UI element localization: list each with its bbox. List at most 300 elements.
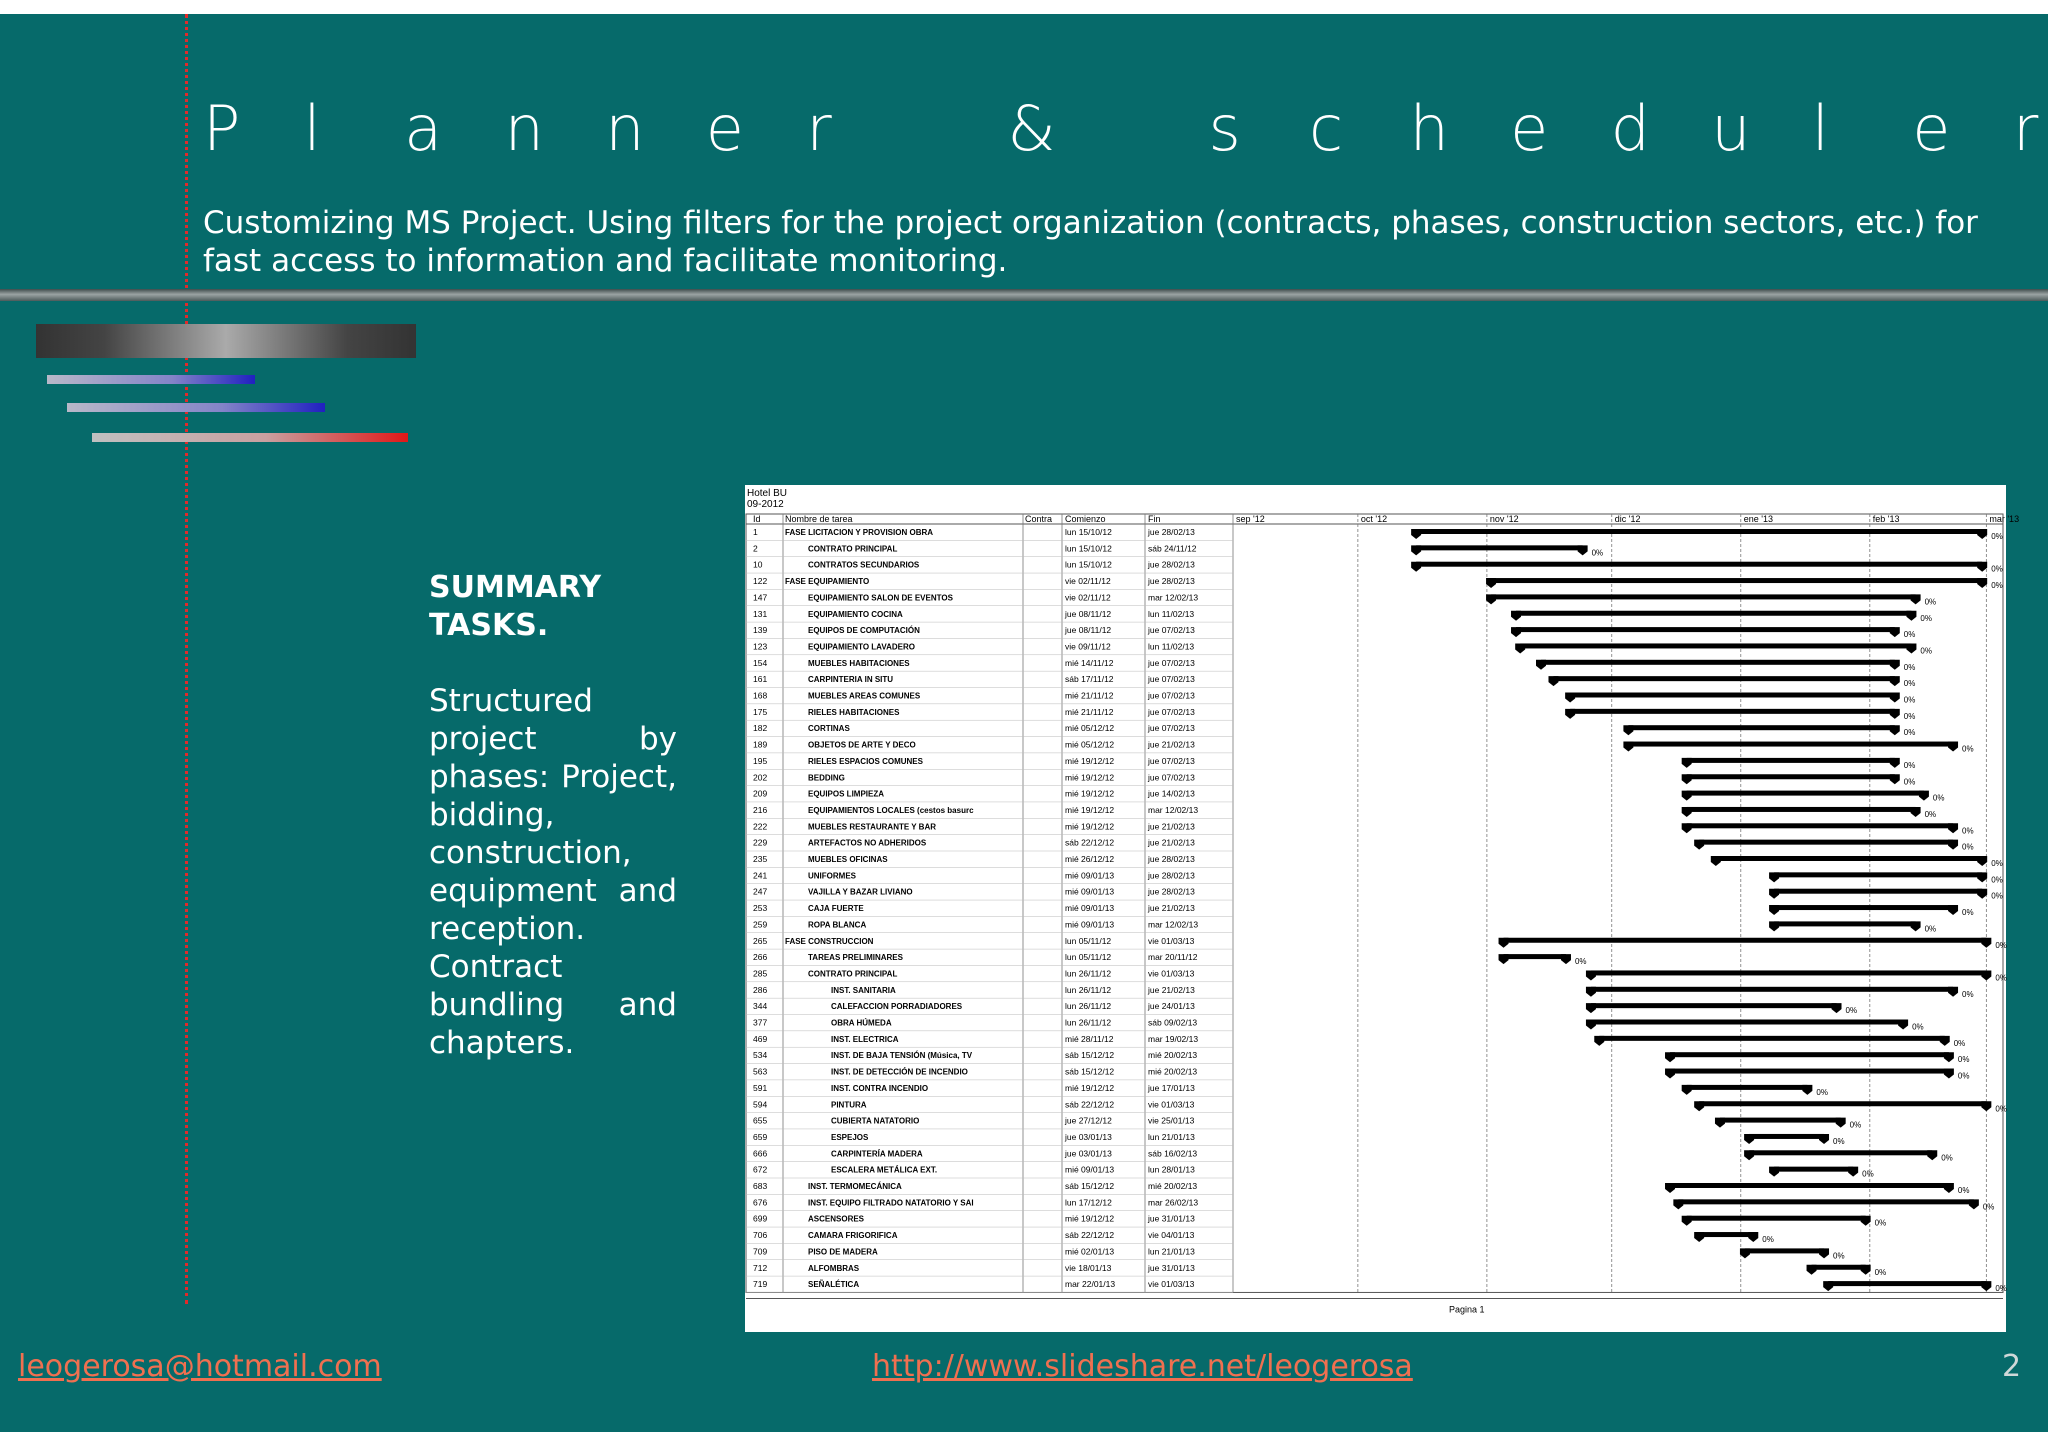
gantt-bar-end-cap: [1927, 1150, 1937, 1160]
gantt-bar-end-cap: [1890, 676, 1900, 686]
gantt-task-end: mar 20/11/12: [1148, 952, 1198, 963]
gantt-month-label: dic '12: [1614, 514, 1641, 524]
gantt-task-name: CORTINAS: [808, 724, 850, 734]
gantt-task-end: vie 25/01/13: [1148, 1115, 1195, 1126]
gantt-bar-end-cap: [1898, 1020, 1908, 1030]
gantt-table: [745, 485, 2020, 1332]
gantt-bar: [1670, 1052, 1949, 1057]
gantt-task-end: vie 01/03/13: [1148, 968, 1195, 979]
gantt-task-start: jue 27/12/12: [1065, 1115, 1112, 1126]
gantt-task-name: CONTRATO PRINCIPAL: [808, 969, 898, 979]
gantt-bar-end-cap: [1890, 725, 1900, 735]
gantt-task-end: jue 07/02/13: [1148, 755, 1195, 766]
gantt-bar-start-cap: [1711, 856, 1721, 866]
gantt-bar-start-cap: [1694, 1232, 1704, 1242]
gantt-bar-percent: 0%: [1920, 646, 1932, 656]
gantt-task-id: 563: [753, 1066, 768, 1077]
gantt-task-start: lun 15/10/12: [1065, 527, 1112, 537]
gantt-task-id: 285: [753, 968, 768, 979]
gantt-task-start: mié 19/12/12: [1065, 1213, 1115, 1224]
gantt-bar-percent: 0%: [1762, 1235, 1774, 1245]
gantt-task-id: 10: [753, 559, 763, 570]
gantt-task-name: INST. EQUIPO FILTRADO NATATORIO Y SAI: [808, 1198, 974, 1208]
gantt-task-id: 222: [753, 821, 768, 832]
header-divider: [0, 289, 2048, 301]
gantt-bar-end-cap: [1919, 791, 1929, 801]
gantt-task-id: 259: [753, 919, 768, 930]
gantt-bar-end-cap: [1981, 970, 1991, 980]
gantt-bar-start-cap: [1769, 1167, 1779, 1177]
gantt-task-name: EQUIPAMIENTO COCINA: [808, 609, 903, 619]
gantt-bar: [1553, 676, 1894, 681]
gantt-task-name: RIELES HABITACIONES: [808, 707, 900, 717]
gantt-bar-start-cap: [1807, 1265, 1817, 1275]
gantt-bar-start-cap: [1511, 611, 1521, 621]
gantt-task-start: lun 05/11/12: [1065, 935, 1112, 946]
gantt-task-start: mié 02/01/13: [1065, 1246, 1115, 1257]
gantt-bar-percent: 0%: [1574, 957, 1587, 967]
gantt-task-name: OBJETOS DE ARTE Y DECO: [808, 740, 916, 750]
gantt-task-end: sáb 24/11/12: [1148, 543, 1197, 554]
gantt-bar-percent: 0%: [1903, 695, 1916, 705]
gantt-task-start: mié 19/12/12: [1065, 772, 1115, 783]
gantt-task-start: mié 09/01/13: [1065, 886, 1115, 897]
gantt-bar-percent: 0%: [1962, 842, 1974, 852]
gantt-task-name: VAJILLA Y BAZAR LIVIANO: [808, 887, 913, 897]
gantt-task-id: 594: [753, 1099, 768, 1110]
gantt-task-name: INST. ELECTRICA: [831, 1034, 899, 1044]
gantt-bar-end-cap: [1561, 954, 1571, 964]
gantt-task-start: jue 08/11/12: [1065, 608, 1112, 619]
gantt-task-start: lun 26/11/12: [1065, 1017, 1112, 1028]
gantt-task-name: MUEBLES HABITACIONES: [808, 658, 910, 668]
gantt-task-start: mié 21/11/12: [1065, 690, 1114, 701]
gantt-bar-start-cap: [1744, 1134, 1754, 1144]
gantt-bar-start-cap: [1673, 1199, 1683, 1209]
gantt-task-name: EQUIPAMIENTOS LOCALES (cestos basurc: [808, 805, 974, 815]
gantt-bar-start-cap: [1769, 872, 1779, 882]
gantt-column-header: Id: [753, 514, 761, 524]
gantt-task-end: lun 21/01/13: [1148, 1246, 1195, 1257]
gantt-bar-end-cap: [1832, 1003, 1842, 1013]
gantt-task-id: 175: [753, 706, 768, 717]
gantt-bar-percent: 0%: [1912, 1022, 1924, 1032]
gantt-bar-percent: 0%: [1924, 597, 1937, 607]
gantt-task-start: vie 18/01/13: [1065, 1262, 1112, 1273]
gantt-bar-start-cap: [1499, 938, 1509, 948]
gantt-task-end: jue 28/02/13: [1148, 886, 1195, 897]
gantt-bar-start-cap: [1694, 840, 1704, 850]
page-number: 2: [2002, 1349, 2022, 1384]
gantt-bar: [1416, 562, 1982, 567]
gantt-task-start: mié 19/12/12: [1065, 821, 1115, 832]
gantt-bar: [1599, 1036, 1944, 1041]
gantt-task-name: EQUIPOS LIMPIEZA: [808, 789, 885, 799]
gantt-task-end: jue 28/02/13: [1148, 527, 1195, 537]
gantt-task-name: ESPEJOS: [831, 1132, 869, 1142]
gantt-task-name: UNIFORMES: [808, 871, 856, 881]
gantt-bar: [1678, 1199, 1974, 1204]
gantt-bar: [1774, 921, 1916, 926]
gantt-bar: [1670, 1069, 1949, 1074]
gantt-bar-start-cap: [1665, 1052, 1675, 1062]
gantt-bar-end-cap: [1890, 774, 1900, 784]
gantt-column-header: Comienzo: [1065, 514, 1106, 524]
gantt-bar-percent: 0%: [1957, 1055, 1970, 1065]
gantt-bar-percent: 0%: [1995, 1284, 2007, 1294]
gantt-task-id: 706: [753, 1230, 768, 1241]
gantt-task-end: jue 07/02/13: [1148, 723, 1195, 734]
gantt-bar-start-cap: [1623, 725, 1633, 735]
gantt-task-name: INST. CONTRA INCENDIO: [831, 1083, 929, 1093]
gantt-task-end: jue 07/02/13: [1148, 772, 1195, 783]
gantt-bar-percent: 0%: [1991, 875, 2003, 885]
slide-subtitle: Customizing MS Project. Using filters for the project organization (contracts, phases, construction sectors, etc.) for fast access to information and facilitate monitoring.: [203, 205, 1978, 279]
gantt-task-id: 216: [753, 804, 768, 815]
gantt-bar-start-cap: [1740, 1248, 1750, 1258]
gantt-bar-end-cap: [1977, 872, 1987, 882]
gantt-bar: [1491, 578, 1982, 583]
gantt-task-start: mié 05/12/12: [1065, 723, 1115, 734]
gantt-bar-end-cap: [1911, 594, 1921, 604]
gantt-task-name: PISO DE MADERA: [808, 1247, 878, 1257]
gantt-bar-percent: 0%: [1995, 973, 2007, 983]
gantt-task-end: jue 21/02/13: [1148, 837, 1195, 848]
gantt-bar-start-cap: [1594, 1036, 1604, 1046]
gantt-bar-start-cap: [1586, 987, 1596, 997]
gantt-task-id: 534: [753, 1050, 768, 1061]
gantt-bar: [1591, 1003, 1837, 1008]
gantt-task-name: OBRA HÚMEDA: [831, 1018, 892, 1028]
decorative-gradient-bar: [36, 324, 416, 358]
gantt-task-name: CARPINTERIA IN SITU: [808, 675, 894, 685]
gantt-bar-start-cap: [1515, 643, 1525, 653]
gantt-bar-start-cap: [1665, 1069, 1675, 1079]
gantt-bar: [1670, 1183, 1949, 1188]
gantt-task-name: ESCALERA METÁLICA EXT.: [831, 1165, 938, 1175]
gantt-task-id: 266: [753, 952, 768, 963]
gantt-bar: [1570, 709, 1895, 714]
gantt-task-start: lun 05/11/12: [1065, 952, 1112, 963]
decorative-blue-line-2: [67, 403, 325, 412]
gantt-task-end: jue 28/02/13: [1148, 576, 1195, 587]
gantt-month-label: feb '13: [1872, 514, 1900, 524]
gantt-task-start: sáb 22/12/12: [1065, 1230, 1115, 1241]
gantt-bar: [1749, 1150, 1932, 1155]
gantt-month-label: mar '13: [1989, 514, 2020, 524]
gantt-task-start: mié 19/12/12: [1065, 788, 1115, 799]
gantt-bar-start-cap: [1486, 578, 1496, 588]
gantt-bar-start-cap: [1769, 889, 1779, 899]
gantt-task-id: 683: [753, 1181, 768, 1191]
gantt-task-id: 122: [753, 576, 768, 587]
gantt-task-start: sáb 15/12/12: [1065, 1066, 1115, 1077]
gantt-bar-end-cap: [1948, 742, 1958, 752]
gantt-task-name: CONTRATOS SECUNDARIOS: [808, 560, 920, 570]
gantt-task-id: 469: [753, 1033, 768, 1044]
gantt-task-name: INST. TERMOMECÁNICA: [808, 1182, 902, 1191]
gantt-bar: [1774, 872, 1982, 877]
gantt-task-start: lun 15/10/12: [1065, 559, 1112, 570]
gantt-task-start: mar 22/01/13: [1065, 1279, 1116, 1290]
gantt-task-end: lun 11/02/13: [1148, 641, 1195, 652]
gantt-task-name: ARTEFACTOS NO ADHERIDOS: [808, 838, 927, 848]
gantt-bar-percent: 0%: [1816, 1087, 1828, 1097]
decorative-red-line: [92, 433, 408, 442]
gantt-task-end: jue 24/01/13: [1148, 1001, 1195, 1012]
gantt-task-end: sáb 16/02/13: [1148, 1148, 1198, 1159]
gantt-bar-percent: 0%: [1924, 924, 1937, 934]
gantt-task-end: jue 31/01/13: [1148, 1262, 1195, 1273]
gantt-bar-percent: 0%: [1932, 793, 1945, 803]
gantt-bar-start-cap: [1682, 823, 1692, 833]
slide-title: P l a n n e r & s c h e d u l e r: [203, 92, 2039, 165]
decorative-blue-line-1: [47, 375, 255, 384]
gantt-task-id: 131: [753, 608, 768, 619]
gantt-bar: [1628, 742, 1953, 747]
gantt-bar-percent: 0%: [1995, 940, 2007, 950]
gantt-task-start: sáb 17/11/12: [1065, 674, 1114, 685]
gantt-bar-start-cap: [1694, 1101, 1704, 1111]
gantt-bar-end-cap: [1948, 823, 1958, 833]
gantt-bar: [1699, 1101, 1986, 1106]
gantt-task-id: 672: [753, 1164, 768, 1175]
gantt-task-start: lun 26/11/12: [1065, 984, 1112, 995]
gantt-task-name: RIELES ESPACIOS COMUNES: [808, 756, 923, 766]
gantt-task-id: 2: [753, 543, 758, 554]
gantt-task-id: 209: [753, 788, 768, 799]
gantt-bar-end-cap: [1890, 709, 1900, 719]
gantt-bar-percent: 0%: [1962, 908, 1974, 918]
gantt-bar: [1699, 1232, 1753, 1237]
gantt-task-start: sáb 15/12/12: [1065, 1181, 1115, 1191]
gantt-task-name: EQUIPOS DE COMPUTACIÓN: [808, 626, 920, 636]
gantt-bar-percent: 0%: [1862, 1169, 1874, 1179]
gantt-bar-percent: 0%: [1982, 1202, 1995, 1212]
gantt-bar-end-cap: [1944, 1052, 1954, 1062]
summary-heading: SUMMARY TASKS.: [429, 570, 602, 643]
gantt-task-end: mar 12/02/13: [1148, 919, 1199, 930]
gantt-task-end: jue 14/02/13: [1148, 788, 1195, 799]
gantt-project-name: Hotel BU: [747, 488, 788, 499]
gantt-task-start: mié 14/11/12: [1065, 657, 1114, 668]
gantt-task-name: ALFOMBRAS: [808, 1263, 860, 1273]
gantt-task-id: 676: [753, 1197, 768, 1208]
gantt-month-label: ene '13: [1743, 514, 1774, 524]
gantt-task-end: mar 26/02/13: [1148, 1197, 1199, 1208]
gantt-bar-start-cap: [1682, 791, 1692, 801]
gantt-task-id: 139: [753, 625, 768, 636]
gantt-bar: [1504, 938, 1987, 943]
gantt-bar: [1541, 660, 1895, 665]
gantt-bar-end-cap: [1748, 1232, 1758, 1242]
gantt-task-name: EQUIPAMIENTO SALON DE EVENTOS: [808, 593, 953, 603]
gantt-bar-percent: 0%: [1903, 630, 1916, 640]
gantt-bar: [1628, 725, 1894, 730]
gantt-bar: [1591, 987, 1953, 992]
gantt-task-start: jue 03/01/13: [1065, 1148, 1112, 1159]
gantt-bar: [1570, 693, 1895, 698]
gantt-task-id: 241: [753, 870, 768, 881]
gantt-bar: [1828, 1281, 1986, 1286]
gantt-task-id: 655: [753, 1115, 768, 1126]
gantt-task-id: 123: [753, 641, 768, 652]
gantt-bar-percent: 0%: [1962, 989, 1974, 999]
summary-paragraph: Structured project by phases: Project, bidding, construction, equipment and reception. Contract bundling and chapters.: [429, 683, 677, 1061]
footer-email-link[interactable]: leogerosa@hotmail.com: [18, 1349, 382, 1384]
gantt-bar: [1720, 1118, 1841, 1123]
gantt-task-name: PINTURA: [831, 1100, 867, 1110]
gantt-bar-percent: 0%: [1874, 1218, 1887, 1228]
gantt-task-start: mié 19/12/12: [1065, 1082, 1115, 1093]
gantt-column-header: Fin: [1148, 514, 1161, 524]
gantt-task-id: 265: [753, 935, 768, 946]
gantt-bar-start-cap: [1665, 1183, 1675, 1193]
gantt-task-id: 377: [753, 1017, 768, 1028]
gantt-task-id: 168: [753, 690, 768, 701]
gantt-task-name: INST. DE BAJA TENSIÓN (Música, TV: [831, 1051, 973, 1061]
gantt-task-start: mié 09/01/13: [1065, 919, 1115, 930]
gantt-column-header: Contra: [1025, 514, 1053, 524]
gantt-bar-end-cap: [1906, 611, 1916, 621]
gantt-bar-percent: 0%: [1903, 728, 1916, 738]
gantt-bar-end-cap: [1948, 987, 1958, 997]
gantt-month-label: sep '12: [1236, 514, 1265, 524]
gantt-bar-end-cap: [1940, 1036, 1950, 1046]
gantt-bar-end-cap: [1848, 1167, 1858, 1177]
gantt-bar-percent: 0%: [1962, 744, 1974, 754]
gantt-task-name: MUEBLES AREAS COMUNES: [808, 691, 921, 701]
gantt-bar-end-cap: [1977, 562, 1987, 572]
gantt-bar-percent: 0%: [1991, 564, 2003, 574]
gantt-task-end: jue 21/02/13: [1148, 739, 1195, 750]
gantt-task-id: 189: [753, 739, 768, 750]
gantt-bar: [1687, 807, 1916, 812]
gantt-bar: [1749, 1134, 1824, 1139]
gantt-task-end: jue 21/02/13: [1148, 984, 1195, 995]
gantt-bar-end-cap: [1977, 529, 1987, 539]
gantt-task-id: 591: [753, 1082, 768, 1093]
gantt-month-label: nov '12: [1489, 514, 1519, 524]
gantt-bar-start-cap: [1769, 921, 1779, 931]
gantt-bar: [1416, 529, 1982, 534]
gantt-task-end: jue 07/02/13: [1148, 625, 1195, 636]
gantt-bar-percent: 0%: [1953, 1038, 1966, 1048]
gantt-bar-start-cap: [1586, 970, 1596, 980]
gantt-task-name: ASCENSORES: [808, 1214, 865, 1224]
gantt-bar-end-cap: [1911, 807, 1921, 817]
gantt-task-name: FASE EQUIPAMIENTO: [785, 577, 870, 587]
gantt-bar-end-cap: [1969, 1199, 1979, 1209]
gantt-task-name: CALEFACCION PORRADIADORES: [831, 1002, 963, 1012]
gantt-bar-start-cap: [1411, 562, 1421, 572]
footer-url-link[interactable]: http://www.slideshare.net/leogerosa: [872, 1349, 1413, 1384]
gantt-bar-end-cap: [1861, 1265, 1871, 1275]
summary-body: [429, 682, 677, 1062]
gantt-task-end: jue 07/02/13: [1148, 706, 1195, 717]
gantt-task-id: 229: [753, 837, 768, 848]
gantt-task-start: lun 26/11/12: [1065, 968, 1112, 979]
gantt-task-end: jue 28/02/13: [1148, 559, 1195, 570]
gantt-bar-end-cap: [1578, 545, 1588, 555]
gantt-bar-start-cap: [1536, 660, 1546, 670]
gantt-task-end: jue 28/02/13: [1148, 870, 1195, 881]
gantt-task-start: sáb 22/12/12: [1065, 837, 1115, 848]
gantt-task-name: INST. DE DETECCIÓN DE INCENDIO: [831, 1067, 968, 1077]
gantt-bar-start-cap: [1548, 676, 1558, 686]
gantt-task-end: mié 20/02/13: [1148, 1181, 1198, 1191]
gantt-bar: [1687, 758, 1895, 763]
gantt-task-start: lun 15/10/12: [1065, 543, 1112, 554]
gantt-task-id: 699: [753, 1213, 768, 1224]
gantt-task-start: sáb 22/12/12: [1065, 1099, 1115, 1110]
gantt-task-name: MUEBLES OFICINAS: [808, 855, 888, 864]
gantt-bar-start-cap: [1682, 758, 1692, 768]
gantt-bar-end-cap: [1977, 856, 1987, 866]
gantt-task-name: FASE CONSTRUCCION: [785, 936, 874, 946]
gantt-task-name: SEÑALÉTICA: [808, 1280, 860, 1290]
gantt-bar-start-cap: [1823, 1281, 1833, 1291]
gantt-task-end: jue 31/01/13: [1148, 1213, 1195, 1224]
gantt-bar-percent: 0%: [1903, 662, 1916, 672]
gantt-bar-percent: 0%: [1995, 1104, 2007, 1114]
gantt-bar-end-cap: [1861, 1216, 1871, 1226]
gantt-bar: [1745, 1248, 1824, 1253]
gantt-task-start: mié 09/01/13: [1065, 1164, 1115, 1175]
gantt-bar: [1687, 1085, 1808, 1090]
gantt-bar-percent: 0%: [1941, 1153, 1953, 1163]
gantt-task-end: mié 20/02/13: [1148, 1050, 1198, 1061]
gantt-bar-end-cap: [1948, 840, 1958, 850]
gantt-bar-percent: 0%: [1991, 532, 2003, 541]
gantt-bar: [1516, 627, 1895, 632]
vertical-dotted-guide: [185, 14, 188, 1304]
gantt-bar-end-cap: [1981, 1281, 1991, 1291]
gantt-column-header: Nombre de tarea: [785, 514, 853, 524]
gantt-task-id: 235: [753, 854, 768, 864]
gantt-bar: [1591, 970, 1986, 975]
gantt-task-end: sáb 09/02/13: [1148, 1017, 1198, 1028]
gantt-task-id: 195: [753, 755, 768, 766]
gantt-task-name: CAJA FUERTE: [808, 904, 864, 914]
gantt-bar: [1591, 1020, 1903, 1025]
gantt-bar-start-cap: [1411, 529, 1421, 539]
gantt-bar-start-cap: [1486, 594, 1496, 604]
gantt-task-start: mié 09/01/13: [1065, 870, 1115, 881]
gantt-bar-start-cap: [1586, 1020, 1596, 1030]
gantt-task-name: CUBIERTA NATATORIO: [831, 1116, 920, 1126]
gantt-task-end: jue 28/02/13: [1148, 854, 1195, 864]
gantt-task-start: lun 26/11/12: [1065, 1001, 1112, 1012]
gantt-bar-end-cap: [1890, 693, 1900, 703]
gantt-bar-percent: 0%: [1903, 777, 1916, 787]
gantt-bar-end-cap: [1981, 1101, 1991, 1111]
gantt-bar: [1774, 889, 1982, 894]
gantt-bar-end-cap: [1890, 660, 1900, 670]
gantt-bar: [1812, 1265, 1866, 1270]
gantt-bar-end-cap: [1911, 921, 1921, 931]
gantt-bar-percent: 0%: [1833, 1136, 1845, 1146]
gantt-month-label: oct '12: [1360, 514, 1388, 524]
gantt-task-end: lun 28/01/13: [1148, 1164, 1195, 1175]
gantt-task-id: 182: [753, 723, 768, 734]
gantt-bar-percent: 0%: [1903, 760, 1916, 770]
gantt-bar-end-cap: [1819, 1134, 1829, 1144]
gantt-bar-end-cap: [1802, 1085, 1812, 1095]
gantt-bar: [1716, 856, 1982, 861]
gantt-task-end: lun 21/01/13: [1148, 1131, 1195, 1142]
gantt-bar-end-cap: [1819, 1248, 1829, 1258]
